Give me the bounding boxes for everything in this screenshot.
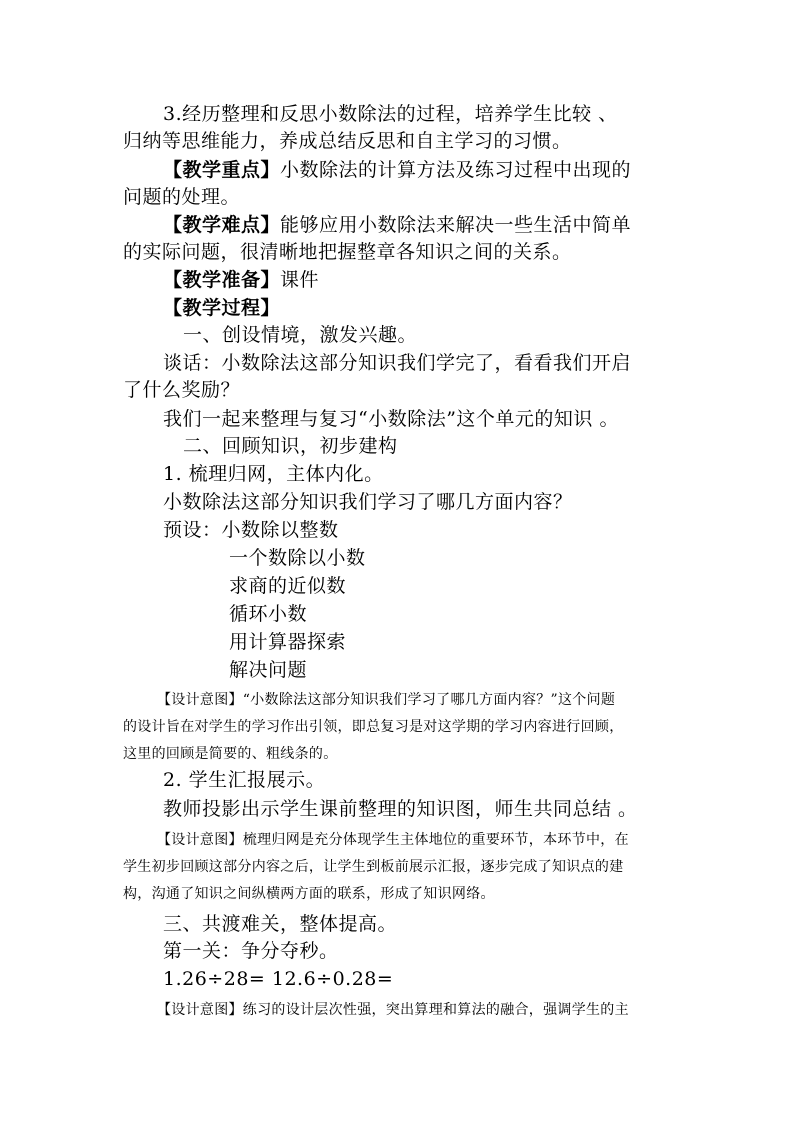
exercise-line: 1.26÷28= 12.6÷0.28= xyxy=(163,968,394,990)
dialogue-line-1: 谈话：小数除法这部分知识我们学完了，看看我们开启 xyxy=(163,352,632,374)
key-point-text: 小数除法的计算方法及练习过程中出现的 xyxy=(280,159,632,181)
difficulty-text: 能够应用小数除法来解决一些生活中简单 xyxy=(280,214,632,236)
preparation-line xyxy=(163,267,319,293)
objective-3-line-1: 3.经历整理和反思小数除法的过程，培养学生比较 、 xyxy=(163,103,618,125)
key-point-line-2: 问题的处理。 xyxy=(123,186,241,208)
dialogue-line-2: 了什么奖励？ xyxy=(123,379,241,401)
key-point-heading: 【教学重点】 xyxy=(163,159,281,181)
difficulty-line xyxy=(163,212,631,238)
preset-item: 求商的近似数 xyxy=(229,575,347,597)
section-1-title: 一、创设情境，激发兴趣。 xyxy=(183,324,418,346)
design-note-2-line-1: 【设计意图】梳理归网是充分体现学生主体地位的重要环节，本环节中，在 xyxy=(157,832,629,848)
key-point-line xyxy=(163,157,631,183)
design-note-2-line-2: 学生初步回顾这部分内容之后，让学生到板前展示汇报，逐步完成了知识点的建 xyxy=(123,859,624,875)
section-2-title: 二、回顾知识，初步建构 xyxy=(183,435,398,457)
design-note-1-line-2: 的设计旨在对学生的学习作出引领，即总复习是对这学期的学习内容进行回顾， xyxy=(123,719,624,735)
preset-item: 解决问题 xyxy=(229,659,308,681)
design-note-3-line-1: 【设计意图】练习的设计层次性强，突出算理和算法的融合，强调学生的主 xyxy=(157,1002,629,1018)
step-1-title: 1. 梳理归网，主体内化。 xyxy=(163,463,384,485)
design-note-1-line-1: 【设计意图】“小数除法这部分知识我们学习了哪几方面内容？”这个问题 xyxy=(157,692,616,708)
design-note-1-line-3: 这里的回顾是简要的、粗线条的。 xyxy=(123,746,338,762)
preparation-text: 课件 xyxy=(280,269,320,291)
difficulty-line-2: 的实际问题，很清晰地把握整章各知识之间的关系。 xyxy=(123,241,572,263)
preset-line: 预设：小数除以整数 xyxy=(163,519,339,541)
review-intro: 我们一起来整理与复习“小数除法”这个单元的知识 。 xyxy=(163,408,619,430)
preparation-heading: 【教学准备】 xyxy=(163,269,281,291)
process-heading: 【教学过程】 xyxy=(163,297,281,319)
step-2-title: 2. 学生汇报展示。 xyxy=(163,769,326,791)
preset-item: 用计算器探索 xyxy=(229,631,347,653)
preset-item: 一个数除以小数 xyxy=(229,547,366,569)
section-3-title: 三、共渡难关，整体提高。 xyxy=(163,913,398,935)
design-note-2-line-3: 构，沟通了知识之间纵横两方面的联系，形成了知识网络。 xyxy=(123,886,495,902)
summary-line: 教师投影出示学生课前整理的知识图，师生共同总结 。 xyxy=(163,798,638,820)
question-line: 小数除法这部分知识我们学习了哪几方面内容？ xyxy=(163,491,573,513)
difficulty-heading: 【教学难点】 xyxy=(163,214,281,236)
level-1-title: 第一关：争分夺秒。 xyxy=(163,940,339,962)
preset-item: 循环小数 xyxy=(229,603,308,625)
objective-3-line-2: 归纳等思维能力，养成总结反思和自主学习的习惯。 xyxy=(123,130,572,152)
